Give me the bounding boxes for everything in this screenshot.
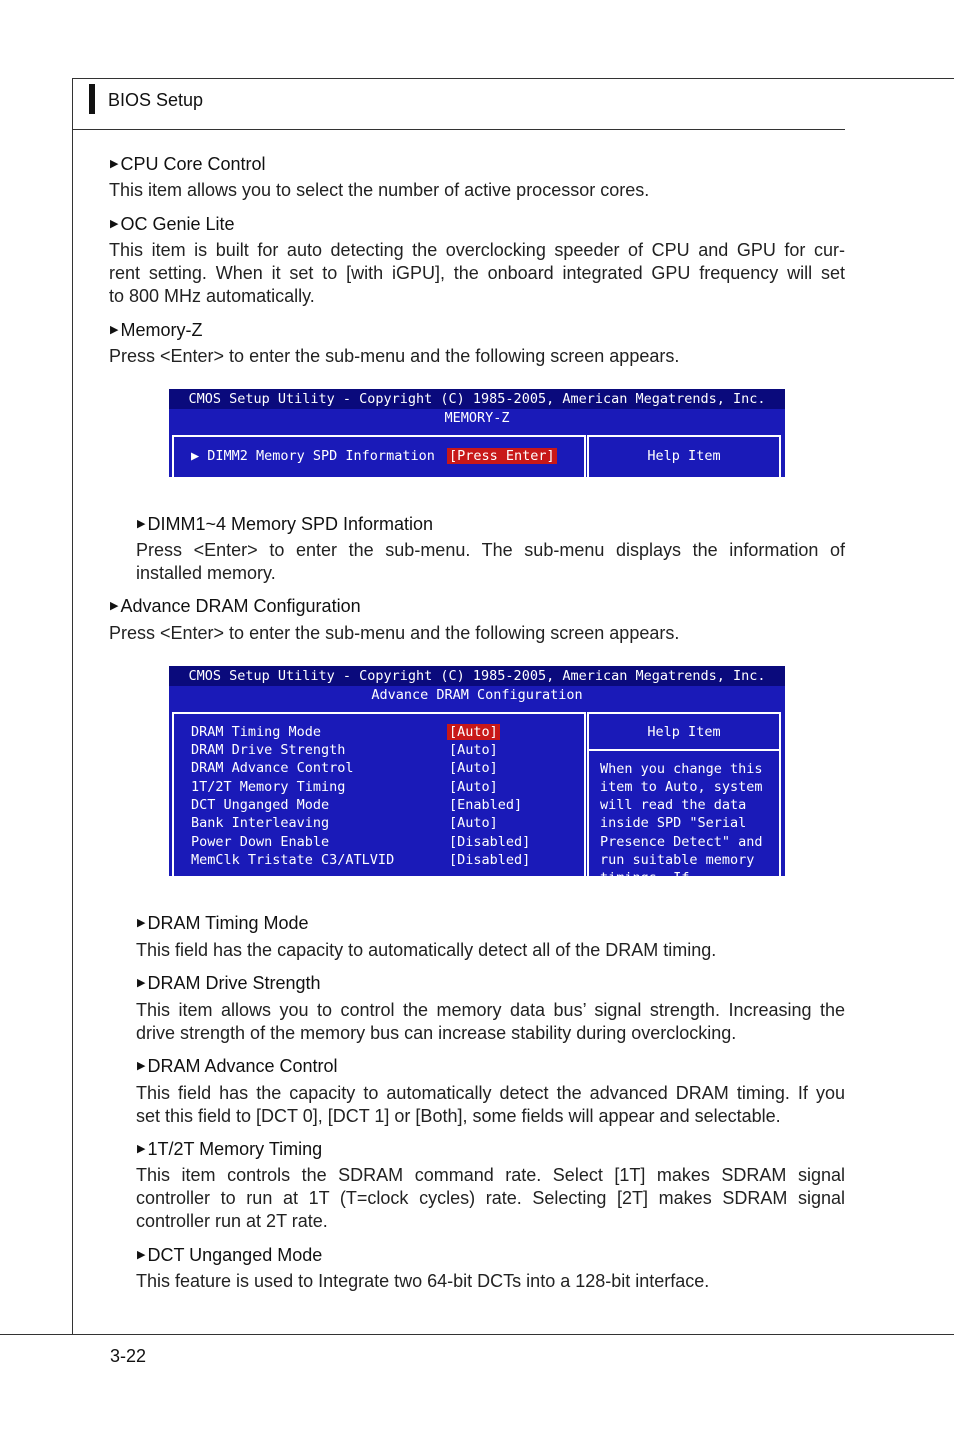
heading-dct-unganged-mode: ▶ DCT Unganged Mode: [137, 1245, 323, 1265]
bios-menu-item-dram-timing-mode[interactable]: DRAM Timing Mode: [191, 724, 322, 740]
left-rule: [72, 78, 73, 1334]
bios-help-divider: [587, 749, 781, 751]
heading-dimm-spd-info: ▶ DIMM1~4 Memory SPD Information: [137, 514, 434, 534]
triangle-bullet-icon: ▶: [137, 1143, 146, 1155]
bios-value-press-enter[interactable]: [Press Enter]: [449, 448, 555, 464]
para-memory-timing: This item controls the SDRAM command rate. Select [1T] makes SDRAM signal controller to run at 1T (T=clock cycles) rate. Selecting [2T] makes SDRAM signal controller run at 2T rate.: [136, 1165, 845, 1231]
heading-advance-dram-config: ▶ Advance DRAM Configuration: [110, 596, 361, 616]
bios-help-title: Help Item: [647, 724, 721, 740]
bios-value-bank-interleaving[interactable]: [Auto]: [449, 815, 498, 831]
triangle-bullet-icon: ▶: [110, 600, 119, 612]
bios-help-title: Help Item: [647, 448, 721, 464]
para-advance-dram-config: Press <Enter> to enter the sub-menu and the following screen appears.: [109, 623, 680, 643]
header-rule: [72, 129, 845, 130]
para-memory-z: Press <Enter> to enter the sub-menu and the following screen appears.: [109, 346, 680, 366]
triangle-bullet-icon: ▶: [137, 518, 146, 530]
bios-menu-item-memclk-tristate[interactable]: MemClk Tristate C3/ATLVID: [191, 852, 395, 868]
para-oc-genie-lite: This item is built for auto detecting the overclocking speeder of CPU and GPU for cur- rent setting. When it set to [with iGPU], the onboard integrated GPU frequency will set to 800 MHz automatically.: [109, 240, 845, 306]
bios-menu-item-dram-drive-strength[interactable]: DRAM Drive Strength: [191, 742, 346, 758]
triangle-bullet-icon: ▶: [137, 977, 146, 989]
triangle-bullet-icon: ▶: [137, 1060, 146, 1072]
bios-subtitle: MEMORY-Z: [444, 410, 510, 426]
bios-screen-memory-z: [169, 389, 785, 477]
bios-help-text-line: will read the data: [600, 797, 747, 813]
heading-dram-timing-mode: ▶ DRAM Timing Mode: [137, 913, 309, 933]
triangle-bullet-icon: ▶: [110, 218, 119, 230]
bios-help-text-line: timings. If: [600, 870, 690, 886]
page-number: 3-22: [110, 1346, 147, 1366]
bios-menu-item-dct-unganged-mode[interactable]: DCT Unganged Mode: [191, 797, 330, 813]
bios-value-dram-advance-control[interactable]: [Auto]: [449, 760, 498, 776]
bios-title: CMOS Setup Utility - Copyright (C) 1985-2005, American Megatrends, Inc.: [188, 668, 766, 684]
bios-menu-item-dram-advance-control[interactable]: DRAM Advance Control: [191, 760, 354, 776]
para-dram-timing-mode: This field has the capacity to automatically detect all of the DRAM timing.: [136, 940, 717, 960]
bios-screen-advance-dram: [169, 666, 785, 886]
bios-help-text-line: inside SPD "Serial: [600, 815, 747, 831]
footer-rule: [0, 1334, 954, 1335]
para-dram-advance-control: This field has the capacity to automatically detect the advanced DRAM timing. If you set this field to [DCT 0], [DCT 1] or [Both], some fields will appear and selectable.: [136, 1083, 845, 1126]
bios-help-text-line: When you change this: [600, 761, 763, 777]
page-header-title: BIOS Setup: [108, 90, 204, 110]
bios-value-dram-drive-strength[interactable]: [Auto]: [449, 742, 498, 758]
bios-value-dram-timing-mode[interactable]: [Auto]: [449, 724, 498, 740]
bios-value-memclk-tristate[interactable]: [Disabled]: [449, 852, 531, 868]
bios-menu-item-dimm2-spd[interactable]: ▶ DIMM2 Memory SPD Information: [191, 448, 435, 464]
bios-help-text-line: item to Auto, system: [600, 779, 763, 795]
heading-dram-advance-control: ▶ DRAM Advance Control: [137, 1056, 338, 1076]
bios-menu-item-bank-interleaving[interactable]: Bank Interleaving: [191, 815, 330, 831]
bios-value-power-down-enable[interactable]: [Disabled]: [449, 834, 531, 850]
para-cpu-core-control: This item allows you to select the number of active processor cores.: [109, 180, 650, 200]
heading-oc-genie-lite: ▶ OC Genie Lite: [110, 214, 235, 234]
header-marker: [89, 84, 95, 114]
bios-title: CMOS Setup Utility - Copyright (C) 1985-2005, American Megatrends, Inc.: [188, 391, 766, 407]
bios-help-text-line: Presence Detect" and: [600, 834, 763, 850]
heading-memory-z: ▶ Memory-Z: [110, 320, 203, 340]
bios-value-memory-timing[interactable]: [Auto]: [449, 779, 498, 795]
heading-dram-drive-strength: ▶ DRAM Drive Strength: [137, 973, 321, 993]
bios-value-dct-unganged-mode[interactable]: [Enabled]: [449, 797, 523, 813]
bios-menu-item-memory-timing[interactable]: 1T/2T Memory Timing: [191, 779, 346, 795]
bios-subtitle: Advance DRAM Configuration: [371, 687, 583, 703]
para-dimm-spd-info: Press <Enter> to enter the sub-menu. The sub-menu displays the information of installed memory.: [136, 540, 845, 583]
heading-cpu-core-control: ▶ CPU Core Control: [110, 154, 266, 174]
bios-help-text-line: run suitable memory: [600, 852, 755, 868]
triangle-bullet-icon: ▶: [137, 917, 146, 929]
top-rule: [72, 78, 954, 79]
bios-menu-item-power-down-enable[interactable]: Power Down Enable: [191, 834, 330, 850]
triangle-bullet-icon: ▶: [110, 158, 119, 170]
heading-memory-timing: ▶ 1T/2T Memory Timing: [137, 1139, 323, 1159]
triangle-bullet-icon: ▶: [110, 324, 119, 336]
para-dram-drive-strength: This item allows you to control the memory data bus’ signal strength. Increasing the drive strength of the memory bus can increase stability during overclocking.: [136, 1000, 845, 1043]
triangle-bullet-icon: ▶: [137, 1249, 146, 1261]
para-dct-unganged-mode: This feature is used to Integrate two 64-bit DCTs into a 128-bit interface.: [136, 1271, 710, 1291]
